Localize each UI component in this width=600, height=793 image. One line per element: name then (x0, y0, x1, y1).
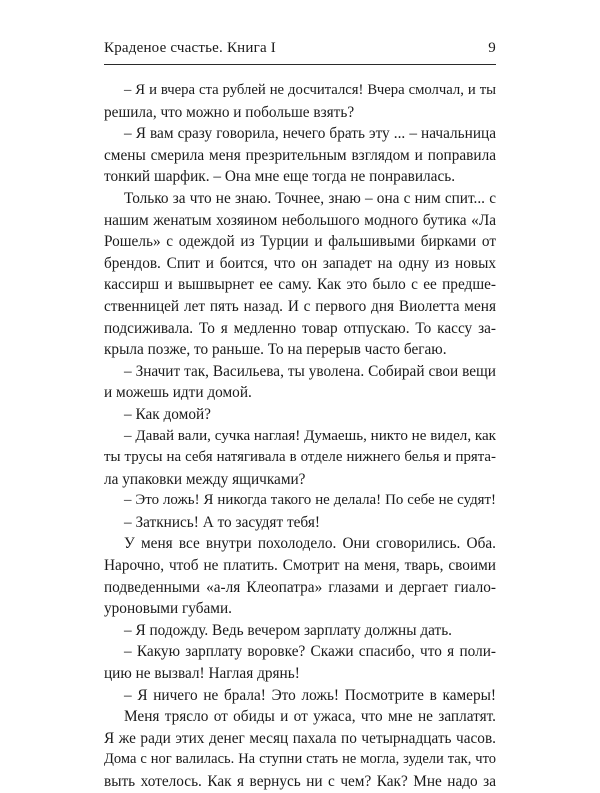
running-header (104, 40, 496, 57)
text-line: У меня все внутри похолодело. Они сговорились. Оба. (124, 535, 496, 553)
text-line: Дома с ног валилась. На ступни стать не могла, зудели так, что (104, 751, 496, 768)
header-rule (104, 64, 496, 65)
text-line: Только за что не знаю. Точнее, знаю – она с ним спит... с (124, 189, 496, 207)
text-line: – Это ложь! Я никогда такого не делала! По себе не судят! (124, 492, 496, 509)
text-line: – Я вам сразу говорила, нечего брать эту ... – начальница (124, 125, 496, 143)
text-line: Нарочно, чтоб не платить. Смотрит на меня, тварь, своими (104, 557, 496, 575)
text-line: решила, что можно и побольше взять? (104, 103, 355, 121)
text-line: ла упаковки между ящичками? (104, 470, 306, 488)
text-line: Меня трясло от обиды и от ужаса, что мне не заплатят. (124, 708, 496, 726)
text-line: брендов. Спит и боится, что он западет на одну из новых (104, 254, 496, 272)
text-line: и можешь идти домой. (104, 384, 252, 402)
text-line: – Я ничего не брала! Это ложь! Посмотрите в камеры! (124, 686, 496, 704)
text-line: подведенными «а-ля Клеопатра» глазами и дергает гиало- (104, 578, 496, 596)
text-line: уроновыми губами. (104, 600, 232, 618)
text-line: – Как домой? (124, 405, 211, 423)
body-text (104, 80, 496, 793)
text-line: нашим женатым хозяином небольшого модного бутика «Ла (104, 211, 496, 229)
text-line: – Я подожду. Ведь вечером зарплату должны дать. (124, 621, 453, 639)
text-line: – Заткнись! А то засудят тебя! (124, 513, 320, 531)
text-line: – Значит так, Васильева, ты уволена. Собирай свои вещи (124, 362, 496, 380)
text-line: кассирш и вышвырнет ее саму. Как это было с ее предше- (104, 276, 496, 294)
text-line: цию не вызвал! Наглая дрянь! (104, 665, 300, 683)
running-title: Краденое счастье. Книга I (104, 40, 276, 56)
text-line: Рошель» с одеждой из Турции и фальшивыми бирками от (104, 233, 496, 251)
text-line: Я же ради этих денег месяц пахала по четырнадцать часов. (104, 729, 496, 747)
text-line: подсиживала. То я медленно товар отпускаю. То кассу за- (104, 319, 496, 337)
text-line: – Давай вали, сучка наглая! Думаешь, никто не видел, как (124, 427, 496, 444)
text-line: ты трусы на себя натягивала в отделе нижнего белья и прята- (104, 449, 496, 466)
text-line: – Какую зарплату воровке? Скажи спасибо, что я поли- (124, 643, 496, 661)
text-line: ственницей лет пять назад. И с первого дня Виолетта меня (104, 297, 496, 315)
text-line: выть хотелось. Как я вернусь ни с чем? Как? Мне надо за (104, 773, 496, 790)
text-line: крыла позже, то раньше. То на перерыв часто бегаю. (104, 341, 447, 359)
text-line: – Я и вчера ста рублей не досчитался! Вчера смолчал, и ты (124, 82, 496, 98)
page-number: 9 (488, 40, 496, 56)
text-line: тонкий шарфик. – Она мне еще тогда не понравилась. (104, 168, 456, 186)
text-line: смены смерила меня презрительным взглядом и поправила (104, 146, 496, 164)
